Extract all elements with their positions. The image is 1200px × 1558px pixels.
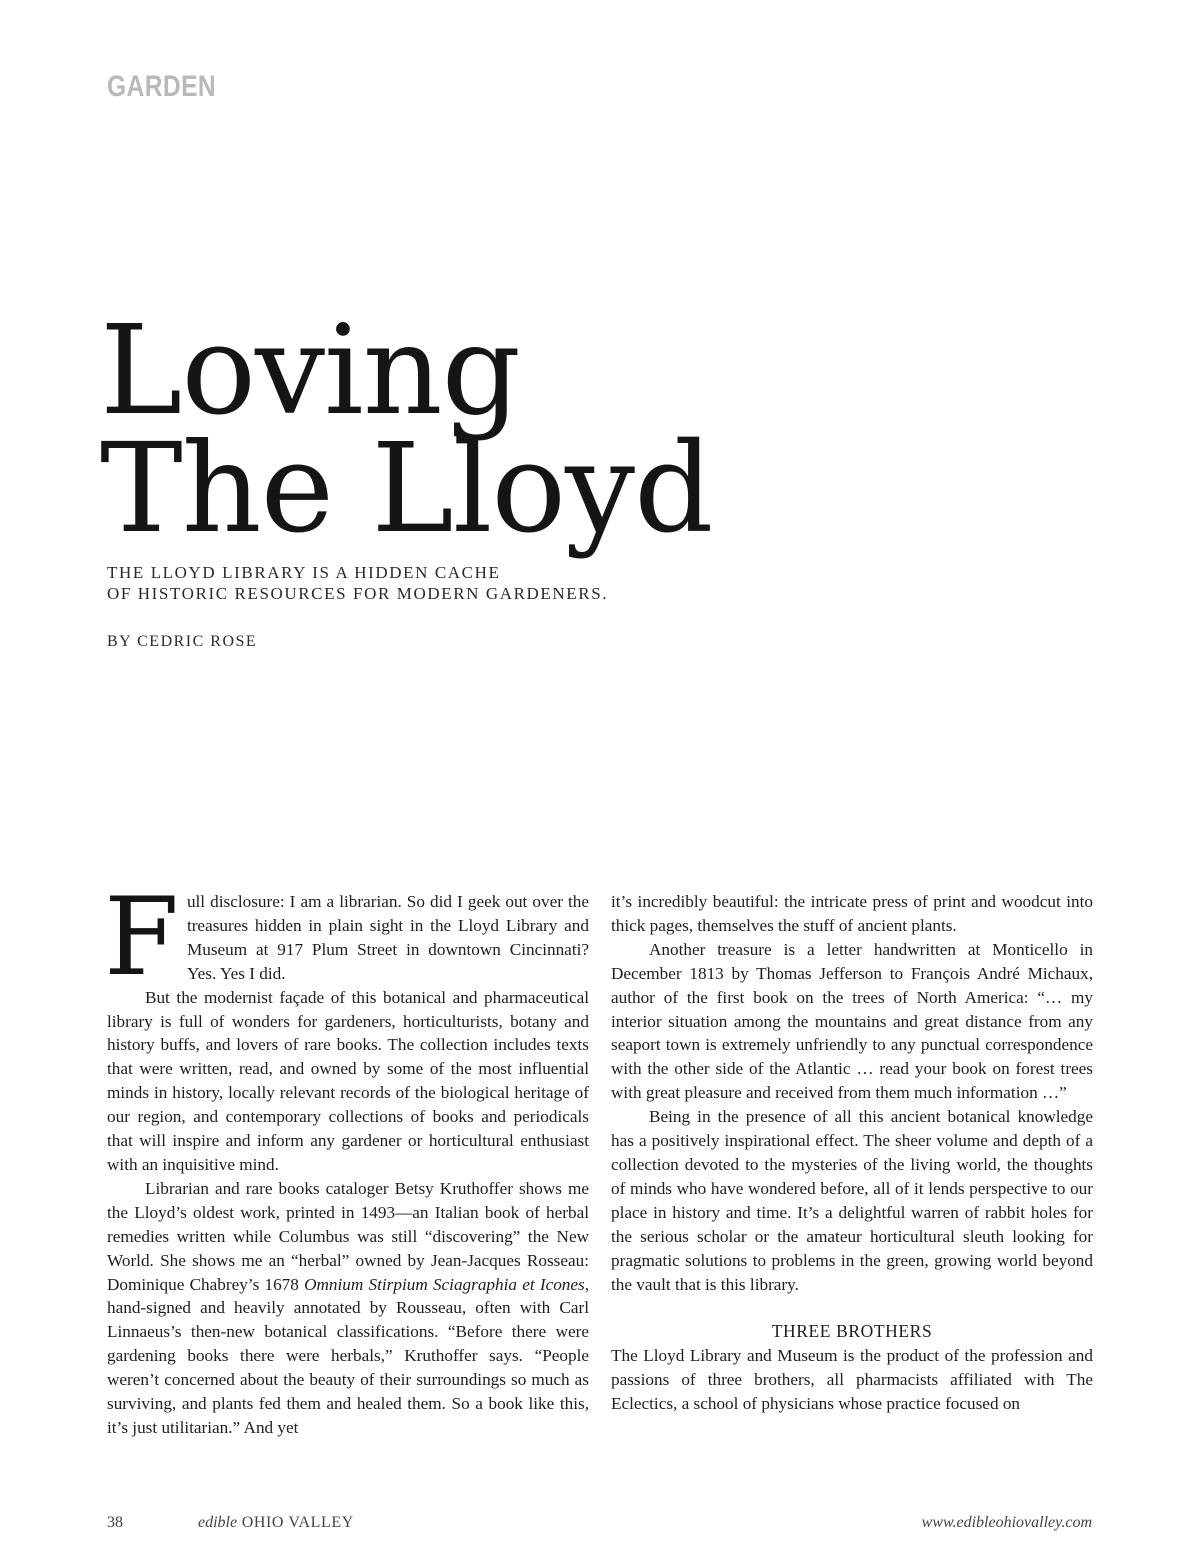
- article-subtitle: [107, 562, 667, 604]
- section-tag: GARDEN: [107, 70, 217, 103]
- title-line-2: The Lloyd: [100, 417, 713, 561]
- paragraph-4: it’s incredibly beautiful: the intricate press of print and woodcut into thick pages, themselves the stuff of ancient plants.: [611, 892, 1093, 935]
- paragraph-1: [104, 875, 589, 1000]
- title-line-1: Loving: [100, 299, 520, 443]
- article-column-right: [611, 890, 1093, 1416]
- subtitle-line-2: OF HISTORIC RESOURCES FOR MODERN GARDENERS.: [107, 584, 609, 603]
- publication-italic: edible: [198, 1514, 238, 1531]
- subtitle-line-1: THE LLOYD LIBRARY IS A HIDDEN CACHE: [107, 563, 501, 582]
- publication-name: [198, 1514, 354, 1532]
- article-column-left: [104, 875, 589, 1440]
- paragraph-3-text-b: , hand-signed and heavily annotated by Rousseau, often with Carl Linnaeus’s then-new botanical classifications. “Before there were gardening books there were herbals,” Kruthoffer says. “People weren’t concerned about the beauty of their surroundings so much as surviving, and plants fed them and healed them. So a book like this, it’s just utilitarian.” And yet: [107, 1274, 589, 1437]
- page-number: 38: [107, 1514, 123, 1531]
- paragraph-7: The Lloyd Library and Museum is the product of the profession and passions of three brothers, all pharmacists affiliated with The Eclectics, a school of physicians whose practice focused on: [611, 1346, 1093, 1414]
- publication-rest: OHIO VALLEY: [237, 1514, 354, 1531]
- paragraph-1-text: ull disclosure: I am a librarian. So did I geek out over the treasures hidden in plain sight in the Lloyd Library and Museum at 917 Plum Street in downtown Cincinnati? Yes. Yes I did.: [186, 892, 589, 983]
- section-subhead: THREE BROTHERS: [771, 1321, 933, 1342]
- byline: BY CEDRIC ROSE: [107, 633, 258, 650]
- article-title: [100, 299, 1000, 561]
- drop-cap: F: [104, 875, 179, 1000]
- paragraph-5: Another treasure is a letter handwritten at Monticello in December 1813 by Thomas Jefferson to François André Michaux, author of the first book on the trees of North America: “… my interior situation among the mountains and great distance from any seaport town is extremely unfriendly to any punctual correspondence with the other side of the Atlantic … read your book on forest trees with great pleasure and received from them much information …”: [611, 939, 1093, 1103]
- website-url: www.edibleohiovalley.com: [921, 1514, 1092, 1531]
- paragraph-3-text-a: Librarian and rare books cataloger Betsy Kruthoffer shows me the Lloyd’s oldest work, printed in 1493—an Italian book of herbal remedies written while Columbus was still “discovering” the New World. She shows me an “herbal” owned by Jean-Jacques Rosseau: Dominique Chabrey’s 1678: [107, 1178, 589, 1294]
- book-title-italic: Omnium Stirpium Sciagraphia et Icones: [304, 1274, 585, 1294]
- paragraph-6: Being in the presence of all this ancient botanical knowledge has a positively inspirational effect. The sheer volume and depth of a collection devoted to the mysteries of the living world, the thoughts of minds who have wondered before, all of it lends perspective to our place in history and time. It’s a delightful warren of rabbit holes for the serious scholar or the amateur horticultural sleuth looking for pragmatic solutions to problems in the green, growing world beyond the vault that is this library.: [611, 1107, 1093, 1294]
- paragraph-3: [107, 1177, 589, 1440]
- paragraph-2: But the modernist façade of this botanical and pharmaceutical library is full of wonders for gardeners, horticulturists, botany and history buffs, and lovers of rare books. The collection includes texts that were written, read, and owned by some of the most influential minds in history, locally relevant records of the biological heritage of our region, and contemporary collections of books and periodicals that will inspire and inform any gardener or horticultural enthusiast with an inquisitive mind.: [107, 987, 589, 1174]
